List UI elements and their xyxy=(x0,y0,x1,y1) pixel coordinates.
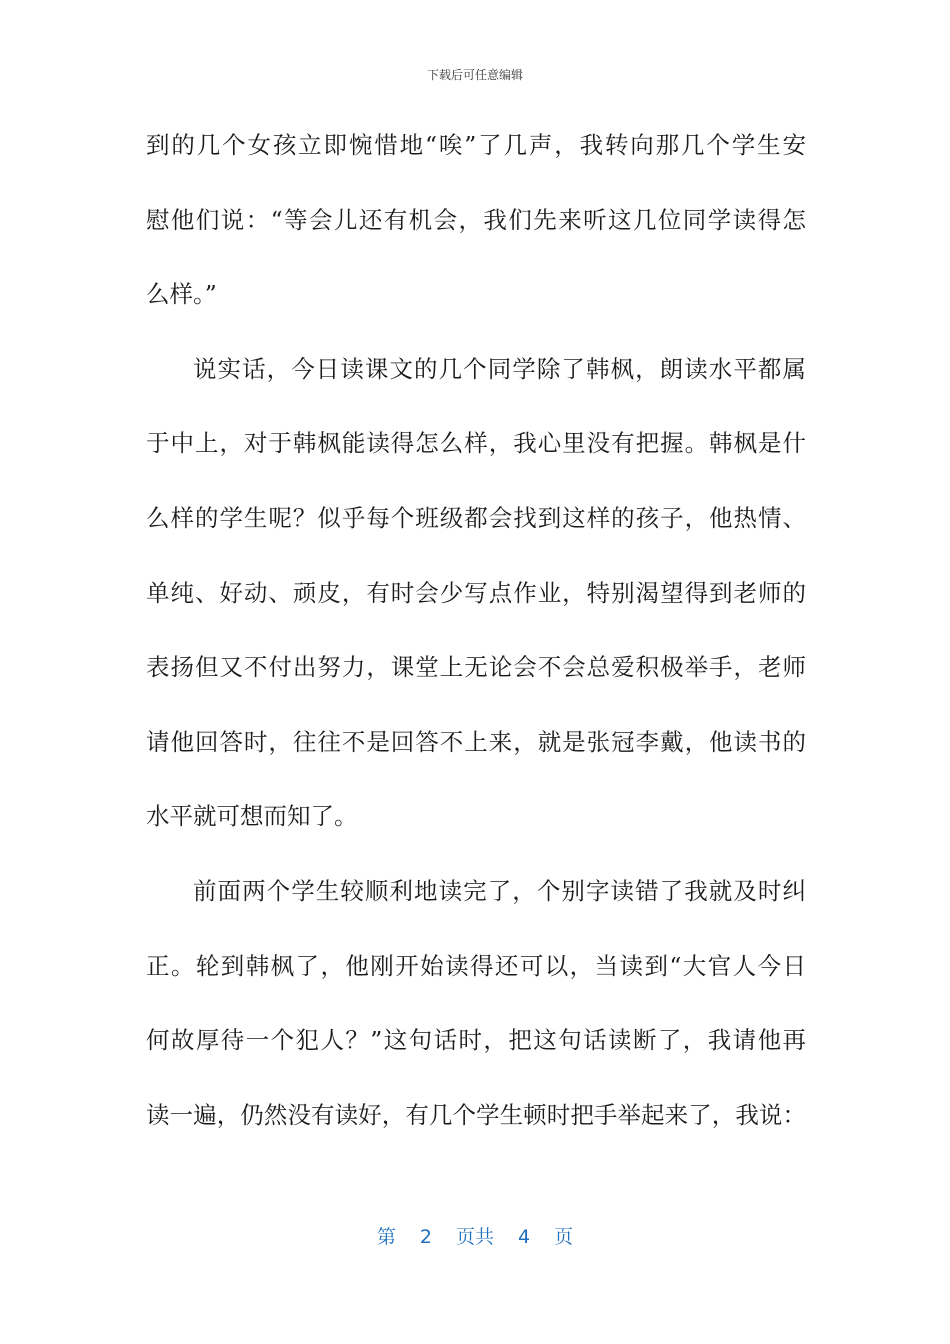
page-footer xyxy=(0,1222,950,1249)
text-line: 读一遍，仍然没有读好，有几个学生顿时把手举起来了，我说： xyxy=(146,1100,806,1129)
text-line: 水平就可想而知了。 xyxy=(146,802,358,831)
footer-total-pages: 4 xyxy=(518,1226,531,1248)
text-line: 请他回答时，往往不是回答不上来，就是张冠李戴，他读书的 xyxy=(146,727,806,756)
text-line: 说实话，今日读课文的几个同学除了韩枫，朗读水平都属 xyxy=(193,354,806,383)
text-line: 于中上，对于韩枫能读得怎么样，我心里没有把握。韩枫是什 xyxy=(146,429,806,458)
text-line: 么样的学生呢？似乎每个班级都会找到这样的孩子，他热情、 xyxy=(146,503,806,532)
text-line: 何故厚待一个犯人？”这句话时，把这句话读断了，我请他再 xyxy=(146,1026,806,1055)
document-body xyxy=(146,118,806,1162)
text-line: 前面两个学生较顺利地读完了，个别字读错了我就及时纠 xyxy=(193,876,806,905)
text-line: 慰他们说：“等会儿还有机会，我们先来听这几位同学读得怎 xyxy=(146,205,806,234)
footer-prefix: 第 xyxy=(376,1226,396,1248)
text-line: 正。轮到韩枫了，他刚开始读得还可以，当读到“大官人今日 xyxy=(146,951,806,980)
footer-suffix: 页 xyxy=(554,1226,574,1248)
footer-middle: 页共 xyxy=(455,1226,494,1248)
footer-current-page: 2 xyxy=(419,1226,432,1248)
text-line: 表扬但又不付出努力，课堂上无论会不会总爱积极举手，老师 xyxy=(146,653,806,682)
text-line: 单纯、好动、顽皮，有时会少写点作业，特别渴望得到老师的 xyxy=(146,578,806,607)
header-note: 下载后可任意编辑 xyxy=(426,68,523,82)
text-line: 么样。” xyxy=(146,280,217,309)
text-line: 到的几个女孩立即惋惜地“唉”了几声，我转向那几个学生安 xyxy=(146,131,806,159)
